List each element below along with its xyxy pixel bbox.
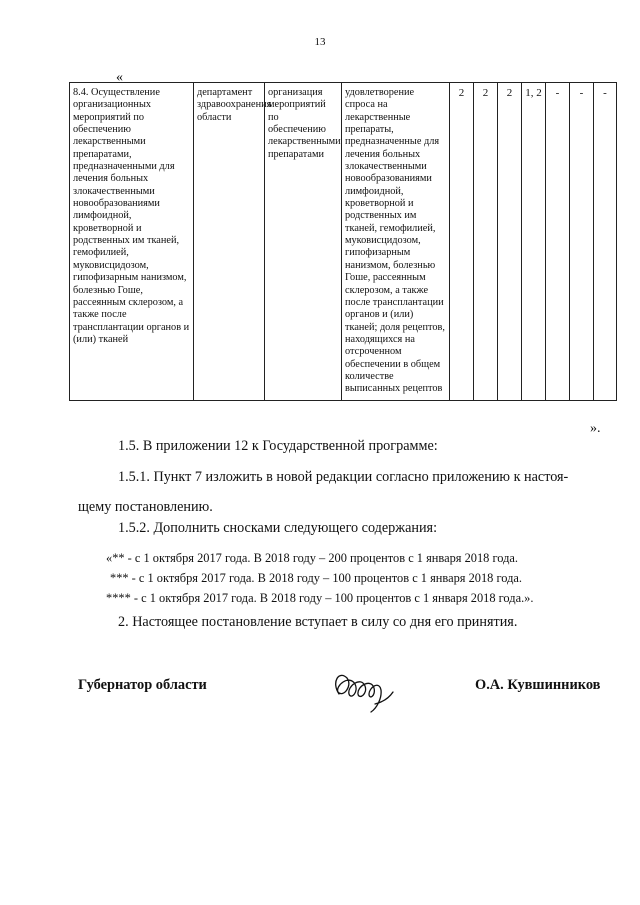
value-cell: 2 [450,83,474,401]
opening-quote: « [116,70,123,85]
value-cell: 1, 2 [522,83,546,401]
table-row [70,83,617,401]
paragraph-1-5-1-line1: 1.5.1. Пункт 7 изложить в новой редакции согласно приложению к настоя- [118,469,569,485]
value-cell: 2 [498,83,522,401]
page-number: 13 [314,36,326,48]
content-cell: организация мероприятий по обеспечению лекарственными препаратами [265,83,342,401]
signer-name: О.А. Кувшинников [475,677,601,693]
executor-cell: департамент здравоохранения области [194,83,265,401]
closing-quote: ». [590,421,601,436]
footnote-3: **** - с 1 октября 2017 года. В 2018 году – 100 процентов с 1 января 2018 года.». [106,591,534,605]
program-table [69,82,617,401]
value-cell: - [594,83,617,401]
signer-title: Губернатор области [78,677,207,693]
value-cell: 2 [474,83,498,401]
footnote-2: *** - с 1 октября 2017 года. В 2018 году – 100 процентов с 1 января 2018 года. [110,571,522,585]
footnote-1: «** - с 1 октября 2017 года. В 2018 году – 200 процентов с 1 января 2018 года. [106,551,518,565]
handwritten-signature [329,664,401,716]
paragraph-1-5-1-line2: щему постановлению. [78,499,213,515]
paragraph-1-5-2: 1.5.2. Дополнить сносками следующего содержания: [118,520,438,536]
paragraph-2: 2. Настоящее постановление вступает в силу со дня его принятия. [118,614,518,630]
indicator-cell: удовлетворение спроса на лекарственные препараты, предназначенные для лечения больных злокачественными новообразованиями лимфоидной, кроветворной и родственных им тканей, гемофилией, муковисцидозом, гипофизарным нанизмом, болезнью Гоше, рассеянным склерозом, а также после трансплантации органов и (или) тканей; доля рецептов, находящихся на отсроченном обеспечении в общем количестве выписанных рецептов [342,83,450,401]
value-cell: - [546,83,570,401]
action-cell: 8.4. Осуществление организационных мероприятий по обеспечению лекарственными препаратами, предназначенными для лечения больных злокачественными новообразованиями лимфоидной, кроветворной и родственных им тканей, гемофилией, муковисцидозом, гипофизарным нанизмом, болезнью Гоше, рассеянным склерозом, а также после трансплантации органов и (или) тканей [70,83,194,401]
paragraph-1-5: 1.5. В приложении 12 к Государственной программе: [118,438,438,454]
value-cell: - [570,83,594,401]
